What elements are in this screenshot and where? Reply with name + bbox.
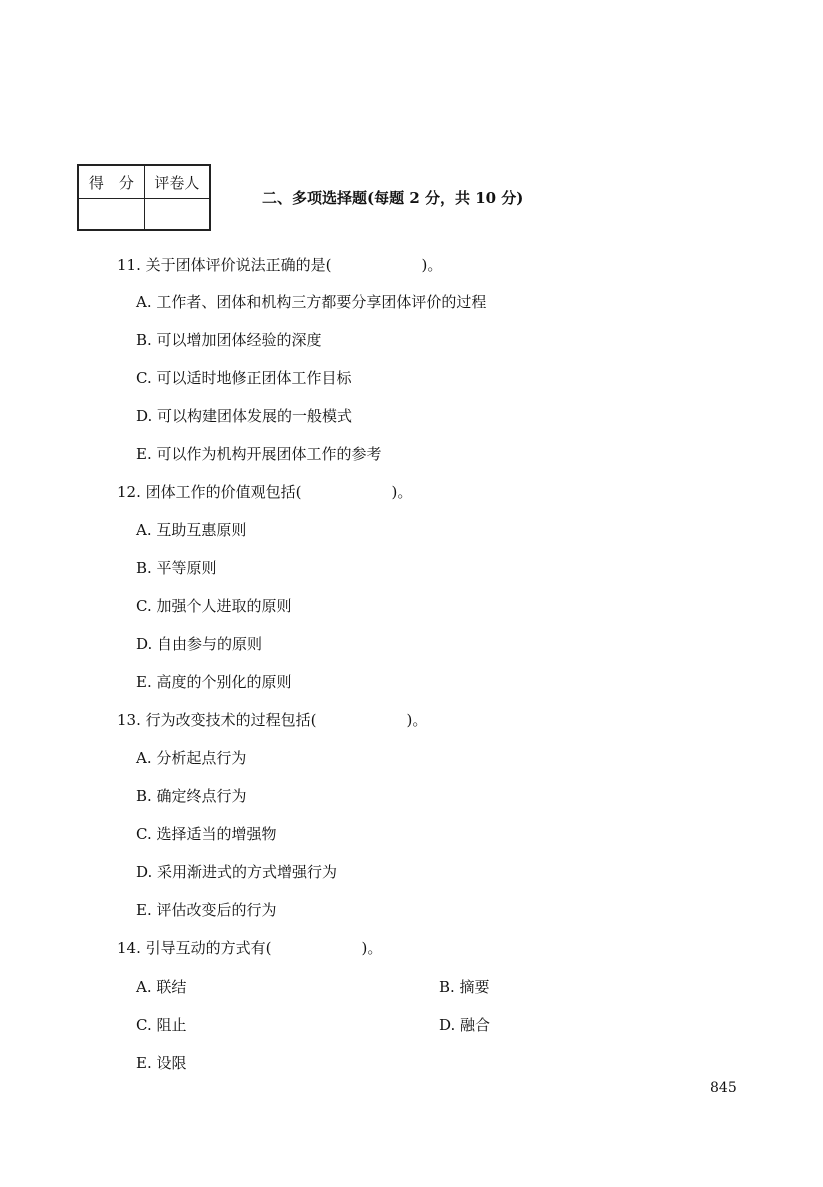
question-14-option-d: D. 融合 bbox=[439, 1016, 491, 1034]
grader-cell[interactable] bbox=[144, 199, 210, 231]
question-11-option-c: C. 可以适时地修正团体工作目标 bbox=[136, 369, 352, 387]
question-13-option-b: B. 确定终点行为 bbox=[136, 787, 247, 805]
question-12: 12. 团体工作的价值观包括( )。 bbox=[117, 483, 413, 501]
score-cell[interactable] bbox=[78, 199, 144, 231]
question-13: 13. 行为改变技术的过程包括( )。 bbox=[117, 711, 428, 729]
score-label: 得 分 bbox=[78, 165, 144, 199]
question-12-option-a: A. 互助互惠原则 bbox=[136, 521, 247, 539]
question-11-option-e: E. 可以作为机构开展团体工作的参考 bbox=[136, 445, 382, 463]
question-13-option-c: C. 选择适当的增强物 bbox=[136, 825, 277, 843]
question-11: 11. 关于团体评价说法正确的是( )。 bbox=[117, 256, 443, 274]
question-14-option-b: B. 摘要 bbox=[439, 978, 490, 996]
question-12-option-e: E. 高度的个别化的原则 bbox=[136, 673, 292, 691]
section-title: 二、多项选择题(每题 2 分，共 10 分) bbox=[262, 189, 524, 207]
question-12-option-d: D. 自由参与的原则 bbox=[136, 635, 263, 653]
question-13-option-a: A. 分析起点行为 bbox=[136, 749, 247, 767]
page-number: 845 bbox=[710, 1080, 737, 1096]
question-11-option-a: A. 工作者、团体和机构三方都要分享团体评价的过程 bbox=[136, 293, 487, 311]
grader-label: 评卷人 bbox=[144, 165, 210, 199]
question-12-option-c: C. 加强个人进取的原则 bbox=[136, 597, 292, 615]
question-14-option-e: E. 设限 bbox=[136, 1054, 187, 1072]
score-box bbox=[77, 164, 211, 231]
question-14-option-c: C. 阻止 bbox=[136, 1016, 187, 1034]
question-11-option-d: D. 可以构建团体发展的一般模式 bbox=[136, 407, 353, 425]
question-13-option-e: E. 评估改变后的行为 bbox=[136, 901, 277, 919]
question-12-option-b: B. 平等原则 bbox=[136, 559, 217, 577]
question-13-option-d: D. 采用渐进式的方式增强行为 bbox=[136, 863, 338, 881]
question-14: 14. 引导互动的方式有( )。 bbox=[117, 939, 383, 957]
question-11-option-b: B. 可以增加团体经验的深度 bbox=[136, 331, 322, 349]
question-14-option-a: A. 联结 bbox=[136, 978, 187, 996]
